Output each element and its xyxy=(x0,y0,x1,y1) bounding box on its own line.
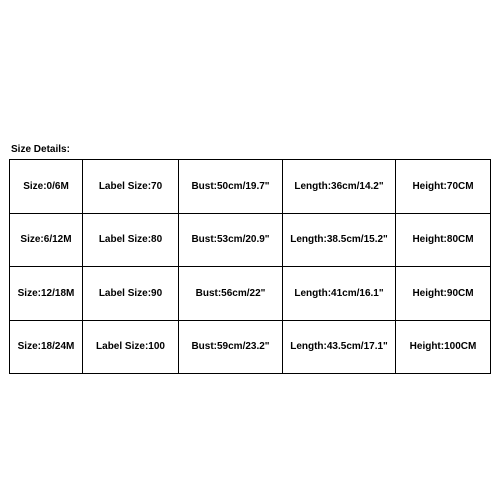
bust-cell: Bust:56cm/22" xyxy=(179,267,283,321)
length-cell: Length:43.5cm/17.1" xyxy=(283,320,396,374)
size-chart-table xyxy=(9,159,491,374)
size-cell: Size:12/18M xyxy=(10,267,83,321)
table-row xyxy=(10,267,491,321)
length-cell: Length:38.5cm/15.2" xyxy=(283,213,396,267)
table-row xyxy=(10,320,491,374)
label-size-cell: Label Size:90 xyxy=(83,267,179,321)
size-cell: Size:0/6M xyxy=(10,160,83,214)
height-cell: Height:90CM xyxy=(396,267,491,321)
table-row xyxy=(10,213,491,267)
length-cell: Length:41cm/16.1" xyxy=(283,267,396,321)
size-cell: Size:18/24M xyxy=(10,320,83,374)
label-size-cell: Label Size:80 xyxy=(83,213,179,267)
label-size-cell: Label Size:100 xyxy=(83,320,179,374)
size-details-heading: Size Details: xyxy=(11,144,70,155)
bust-cell: Bust:53cm/20.9" xyxy=(179,213,283,267)
bust-cell: Bust:50cm/19.7" xyxy=(179,160,283,214)
size-cell: Size:6/12M xyxy=(10,213,83,267)
table-row xyxy=(10,160,491,214)
bust-cell: Bust:59cm/23.2" xyxy=(179,320,283,374)
height-cell: Height:80CM xyxy=(396,213,491,267)
height-cell: Height:100CM xyxy=(396,320,491,374)
height-cell: Height:70CM xyxy=(396,160,491,214)
length-cell: Length:36cm/14.2" xyxy=(283,160,396,214)
label-size-cell: Label Size:70 xyxy=(83,160,179,214)
